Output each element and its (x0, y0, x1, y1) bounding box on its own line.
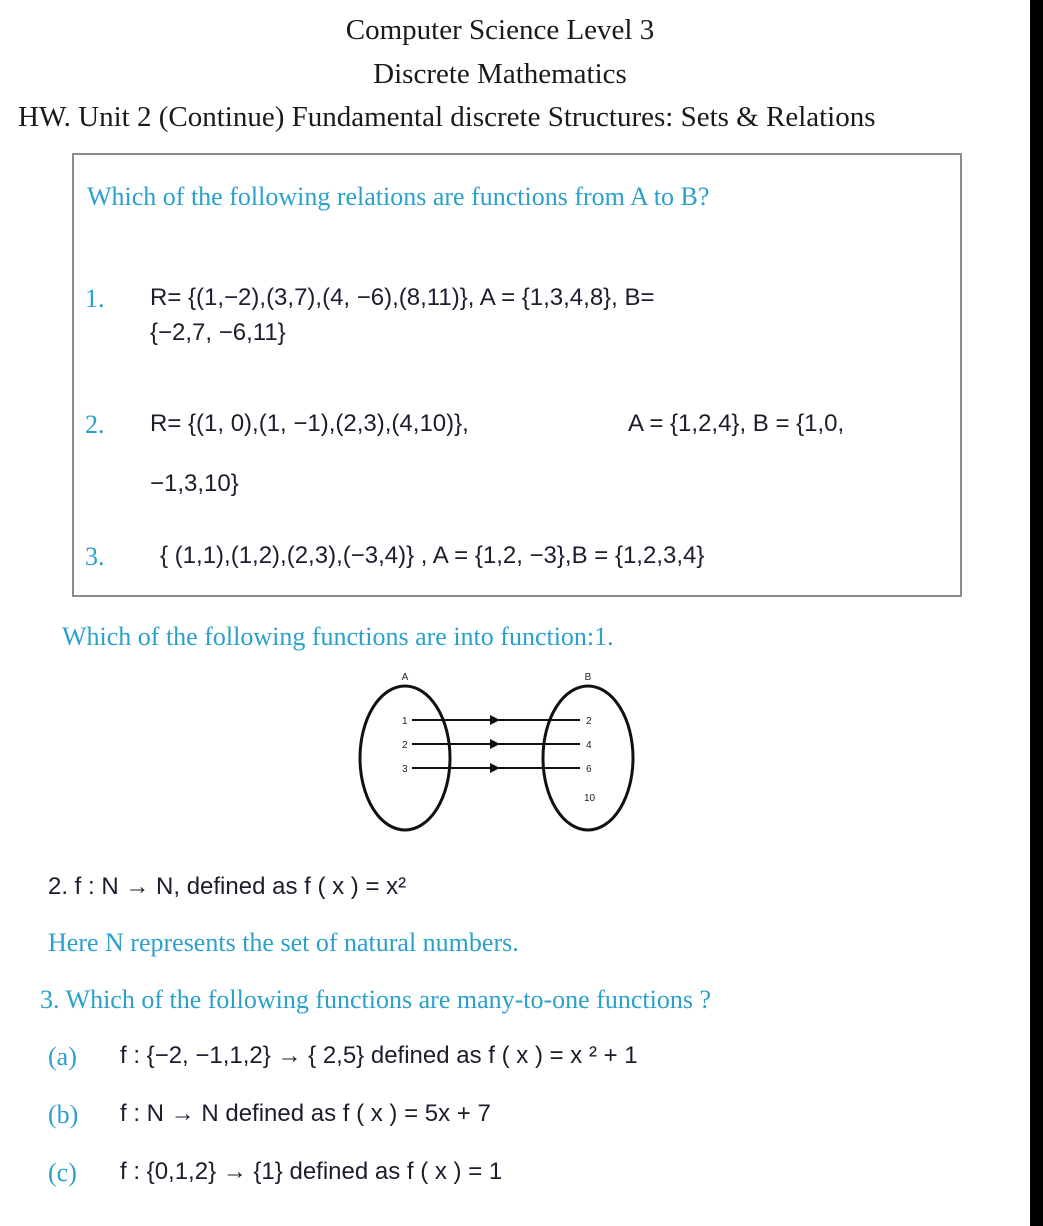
arrow-head (490, 715, 500, 725)
relations-question-box (72, 153, 962, 597)
codomain-element: 4 (586, 740, 592, 751)
domain-element: 2 (402, 740, 408, 751)
question-2: 2. f : N → N, defined as f ( x ) = x² (48, 873, 407, 900)
domain-element: 1 (402, 716, 408, 727)
question-2-note: Here N represents the set of natural numbers. (48, 928, 519, 957)
item-1-set-b: {−2,7, −6,11} (150, 319, 286, 346)
domain-element: 3 (402, 764, 408, 775)
arrow-heads (490, 715, 500, 773)
item-1-relation: R= {(1,−2),(3,7),(4, −6),(8,11)}, A = {1,3,4,8}, B= (150, 284, 655, 311)
item-1-number: 1. (85, 284, 105, 313)
option-a-label: (a) (48, 1042, 77, 1071)
option-c-label: (c) (48, 1158, 77, 1187)
set-b-label: B (584, 672, 592, 683)
into-function-question: Which of the following functions are into function:1. (62, 622, 614, 651)
set-a-label: A (401, 672, 409, 683)
item-2-number: 2. (85, 410, 105, 439)
option-b-label: (b) (48, 1100, 79, 1129)
item-2-sets: A = {1,2,4}, B = {1,0, (628, 410, 845, 437)
item-3-number: 3. (85, 542, 105, 571)
option-a-text: f : {−2, −1,1,2} → { 2,5} defined as f ( x ) = x ² + 1 (120, 1042, 638, 1069)
set-a-ellipse (360, 686, 450, 830)
item-2-relation: R= {(1, 0),(1, −1),(2,3),(4,10)}, (150, 410, 469, 437)
item-3-relation: { (1,1),(1,2),(2,3),(−3,4)} , A = {1,2, −3},B = {1,2,3,4} (160, 542, 705, 569)
arrow-head (490, 763, 500, 773)
subject-title: Discrete Mathematics (373, 58, 627, 90)
option-b-text: f : N → N defined as f ( x ) = 5x + 7 (120, 1100, 491, 1127)
course-title: Computer Science Level 3 (345, 14, 655, 46)
right-edge-bar (1030, 0, 1043, 1226)
arrow-head (490, 739, 500, 749)
unit-title: HW. Unit 2 (Continue) Fundamental discrete Structures: Sets & Relations (18, 101, 876, 133)
option-c-text: f : {0,1,2} → {1} defined as f ( x ) = 1 (120, 1158, 503, 1185)
codomain-element: 2 (586, 716, 592, 727)
codomain-element: 10 (584, 793, 596, 804)
item-2-set-b: −1,3,10} (150, 470, 239, 497)
codomain-element: 6 (586, 764, 592, 775)
mapping-diagram (350, 668, 640, 838)
set-b-ellipse (543, 686, 633, 830)
question-3: 3. Which of the following functions are many-to-one functions ? (40, 985, 712, 1014)
relations-question: Which of the following relations are functions from A to B? (87, 182, 710, 211)
